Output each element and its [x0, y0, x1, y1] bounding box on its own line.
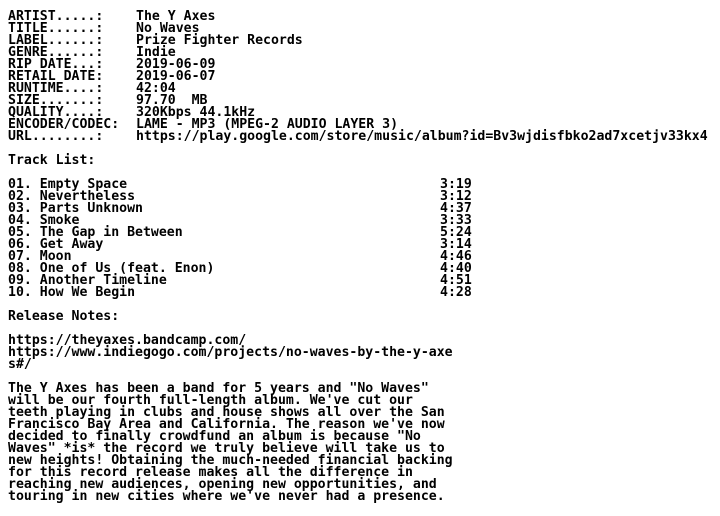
track-title: 07. Moon [8, 249, 72, 264]
track-time: 4:51 [440, 273, 472, 288]
track-time: 5:24 [440, 225, 472, 240]
paragraph-line: teeth playing in clubs and house shows all over the San [8, 405, 445, 420]
info-row [8, 23, 720, 35]
track-row [8, 287, 720, 299]
track-time: 3:19 [440, 177, 472, 192]
info-row [8, 95, 720, 107]
link-line: https://www.indiegogo.com/projects/no-waves-by-the-y-axe [8, 345, 453, 360]
release-notes-paragraph [8, 383, 468, 503]
track-title: 01. Empty Space [8, 177, 128, 192]
paragraph-line: The Y Axes has been a band for 5 years and "No Waves" [8, 381, 429, 396]
info-label: ENCODER/CODEC: [8, 117, 120, 132]
nfo-document [8, 11, 720, 503]
info-label: URL........: [8, 129, 104, 144]
track-time: 4:40 [440, 261, 472, 276]
track-title: 08. One of Us (feat. Enon) [8, 261, 215, 276]
info-value: 320Kbps 44.1kHz [136, 105, 256, 120]
track-title: 02. Nevertheless [8, 189, 136, 204]
paragraph-line: Francisco Bay Area and California. The reason we've now [8, 417, 445, 432]
release-links [8, 335, 720, 371]
track-time: 3:12 [440, 189, 472, 204]
info-row [8, 71, 720, 83]
track-time: 3:14 [440, 237, 472, 252]
info-value: https://play.google.com/store/music/album?id=Bv3wjdisfbko2ad7xcetjv33kx4 [136, 129, 708, 144]
info-value: Prize Fighter Records [136, 33, 303, 48]
track-row [8, 227, 720, 239]
info-label: RIP DATE...: [8, 57, 104, 72]
info-label: GENRE......: [8, 45, 104, 60]
release-notes-heading: Release Notes: [8, 309, 120, 324]
release-info-block [8, 11, 720, 143]
info-value: Indie [136, 45, 176, 60]
info-value: The Y Axes [136, 9, 216, 24]
info-row [8, 83, 720, 95]
paragraph-line: Waves" *is* the record we truly believe will take us to [8, 441, 445, 456]
info-value: LAME - MP3 (MPEG-2 AUDIO LAYER 3) [136, 117, 399, 132]
track-title: 05. The Gap in Between [8, 225, 183, 240]
info-label: RUNTIME....: [8, 81, 104, 96]
paragraph-line: will be our fourth full-length album. We've cut our [8, 393, 413, 408]
track-title: 10. How We Begin [8, 285, 136, 300]
paragraph-line: touring in new cities where we've never had a presence. [8, 489, 445, 504]
info-label: QUALITY....: [8, 105, 104, 120]
info-row [8, 35, 720, 47]
track-title: 03. Parts Unknown [8, 201, 143, 216]
info-value: 2019-06-07 [136, 69, 216, 84]
paragraph-line: reaching new audiences, opening new opportunities, and [8, 477, 437, 492]
track-title: 09. Another Timeline [8, 273, 167, 288]
track-row [8, 203, 720, 215]
track-time: 4:46 [440, 249, 472, 264]
info-row [8, 131, 720, 143]
info-label: RETAIL DATE: [8, 69, 104, 84]
link-line: https://theyaxes.bandcamp.com/ [8, 333, 247, 348]
info-label: TITLE......: [8, 21, 104, 36]
info-row [8, 47, 720, 59]
info-value: No Waves [136, 21, 200, 36]
track-time: 3:33 [440, 213, 472, 228]
track-row [8, 239, 720, 251]
track-title: 04. Smoke [8, 213, 80, 228]
paragraph-line: for this record release makes all the difference in [8, 465, 413, 480]
info-value: 2019-06-09 [136, 57, 216, 72]
track-time: 4:28 [440, 285, 472, 300]
info-label: SIZE.......: [8, 93, 104, 108]
info-label: LABEL......: [8, 33, 104, 48]
track-list [8, 179, 720, 299]
link-line: s#/ [8, 357, 32, 372]
tracklist-heading: Track List: [8, 153, 96, 168]
info-row [8, 59, 720, 71]
paragraph-line: decided to finally crowdfund an album is because "No [8, 429, 421, 444]
info-row [8, 11, 720, 23]
info-value: 42:04 [136, 81, 176, 96]
track-time: 4:37 [440, 201, 472, 216]
track-title: 06. Get Away [8, 237, 104, 252]
paragraph-line: new heights! Obtaining the much-needed financial backing [8, 453, 453, 468]
info-label: ARTIST.....: [8, 9, 104, 24]
info-value: 97.70 MB [136, 93, 208, 108]
